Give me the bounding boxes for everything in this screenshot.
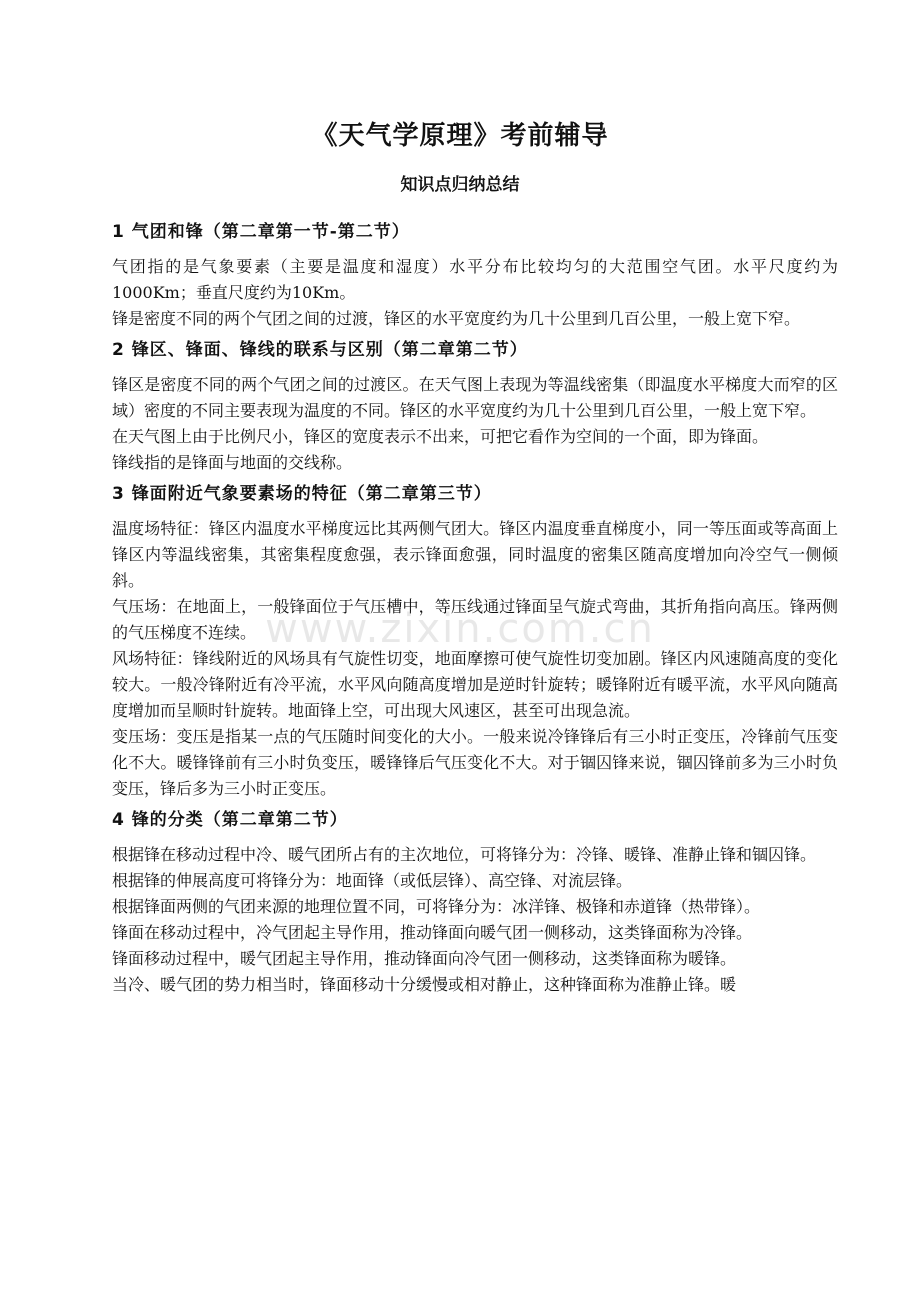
section-heading: 2 锋区、锋面、锋线的联系与区别（第二章第二节）	[112, 340, 528, 360]
paragraph: 锋线指的是锋面与地面的交线称。	[112, 453, 353, 472]
paragraph: 气团指的是气象要素（主要是温度和湿度）水平分布比较均匀的大范围空气团。水平尺度约为1000Km；垂直尺度约为10Km。	[112, 257, 838, 302]
paragraph: 当冷、暖气团的势力相当时，锋面移动十分缓慢或相对静止，这种锋面称为准静止锋。暖	[112, 975, 737, 994]
section-heading: 1 气团和锋（第二章第一节-第二节）	[112, 222, 410, 242]
section-heading: 3 锋面附近气象要素场的特征（第二章第三节）	[112, 484, 492, 504]
document-subtitle: 知识点归纳总结	[400, 175, 520, 195]
document-body	[112, 214, 838, 1002]
document-title: 《天气学原理》考前辅导	[311, 121, 609, 151]
section-air-mass-and-front	[112, 218, 838, 332]
section-heading: 4 锋的分类（第二章第二节）	[112, 810, 348, 830]
paragraph: 根据锋面两侧的气团来源的地理位置不同，可将锋分为：冰洋锋、极锋和赤道锋（热带锋）。	[112, 897, 761, 916]
paragraph: 根据锋的伸展高度可将锋分为：地面锋（或低层锋）、高空锋、对流层锋。	[112, 871, 633, 890]
paragraph: 锋是密度不同的两个气团之间的过渡，锋区的水平宽度约为几十公里到几百公里，一般上宽下窄。	[112, 309, 801, 328]
paragraph: 气压场：在地面上，一般锋面位于气压槽中，等压线通过锋面呈气旋式弯曲，其折角指向高压。锋两侧的气压梯度不连续。	[112, 597, 838, 642]
paragraph: 根据锋在移动过程中冷、暖气团所占有的主次地位，可将锋分为：冷锋、暖锋、准静止锋和锢囚锋。	[112, 845, 817, 864]
paragraph: 在天气图上由于比例尺小，锋区的宽度表示不出来，可把它看作为空间的一个面，即为锋面。	[112, 427, 769, 446]
section-front-classification	[112, 806, 838, 998]
paragraph: 变压场：变压是指某一点的气压随时间变化的大小。一般来说冷锋锋后有三小时正变压，冷锋前气压变化不大。暖锋锋前有三小时负变压，暖锋锋后气压变化不大。对于锢囚锋来说，锢囚锋前多为三小时负变压，锋后多为三小时正变压。	[112, 727, 838, 798]
section-front-field-features	[112, 480, 838, 802]
paragraph: 温度场特征：锋区内温度水平梯度远比其两侧气团大。锋区内温度垂直梯度小，同一等压面或等高面上锋区内等温线密集，其密集程度愈强，表示锋面愈强，同时温度的密集区随高度增加向冷空气一侧倾斜。	[112, 519, 838, 590]
paragraph: 风场特征：锋线附近的风场具有气旋性切变，地面摩擦可使气旋性切变加剧。锋区内风速随高度的变化较大。一般冷锋附近有冷平流，水平风向随高度增加是逆时针旋转；暖锋附近有暖平流，水平风向随高度增加而呈顺时针旋转。地面锋上空，可出现大风速区，甚至可出现急流。	[112, 649, 838, 720]
watermark: www.zixin.com.cn	[265, 606, 655, 652]
section-front-zone-surface-line	[112, 336, 838, 476]
paragraph: 锋面在移动过程中，冷气团起主导作用，推动锋面向暖气团一侧移动，这类锋面称为冷锋。	[112, 923, 753, 942]
paragraph: 锋区是密度不同的两个气团之间的过渡区。在天气图上表现为等温线密集（即温度水平梯度大而窄的区域）密度的不同主要表现为温度的不同。锋区的水平宽度约为几十公里到几百公里，一般上宽下窄。	[112, 375, 838, 420]
paragraph: 锋面移动过程中，暖气团起主导作用，推动锋面向冷气团一侧移动，这类锋面称为暖锋。	[112, 949, 737, 968]
